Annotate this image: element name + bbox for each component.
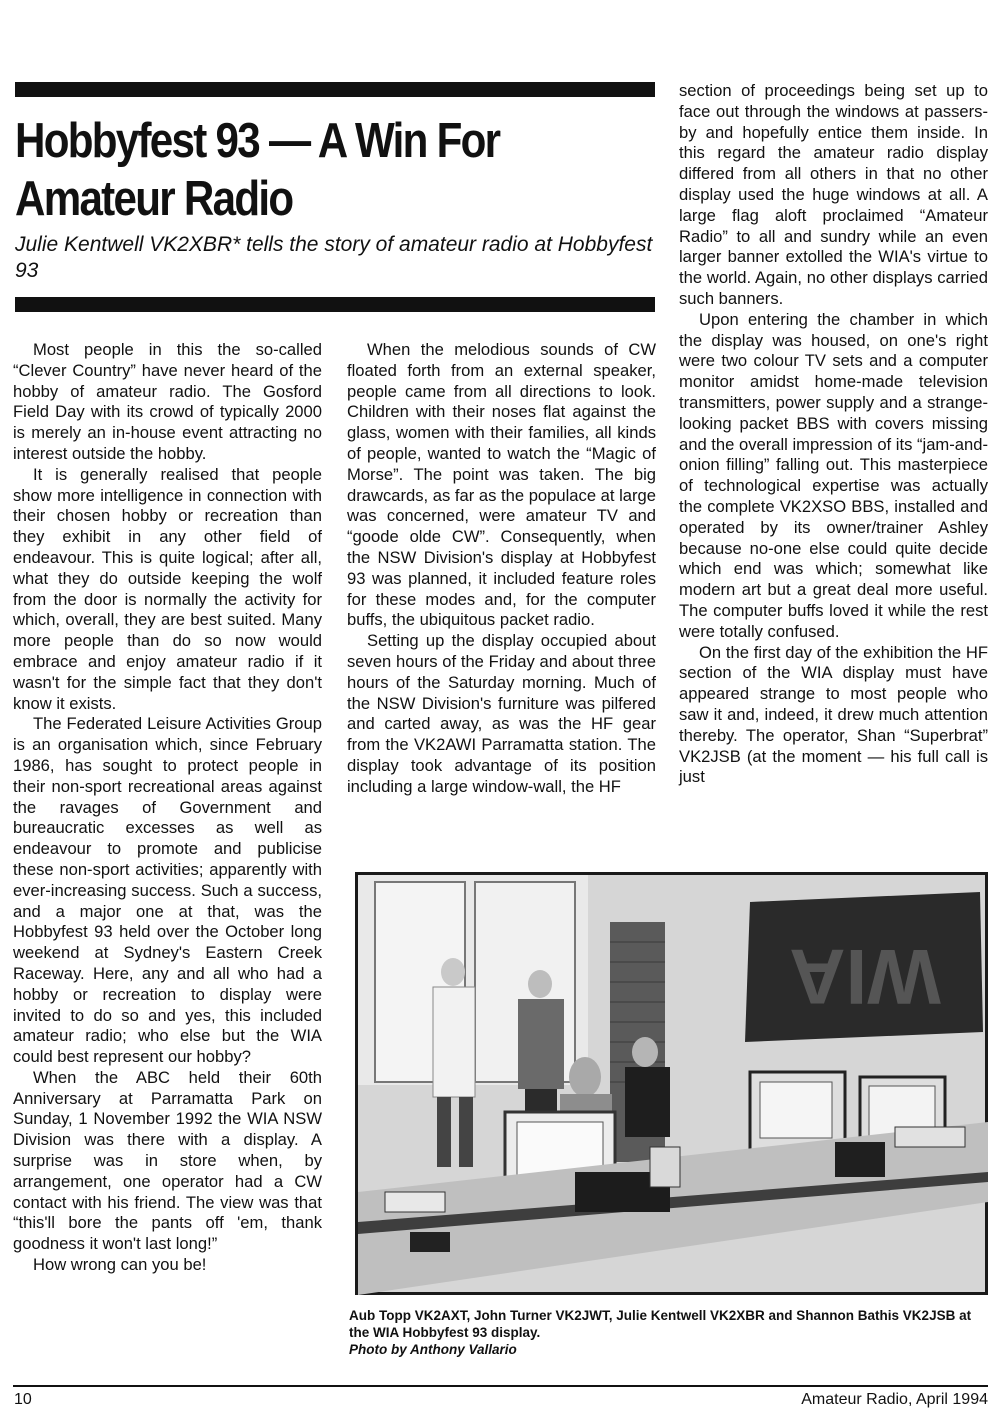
headline-rule-bottom bbox=[15, 297, 655, 312]
banner-text: WIA bbox=[789, 933, 941, 1021]
publication-footer: Amateur Radio, April 1994 bbox=[801, 1391, 988, 1408]
paragraph: When the melodious sounds of CW floated forth from an external speaker, people came from all directions to look. Children with their noses flat against the glass, women with their families, all kinds of people, wanted to watch the “Magic of Morse”. The point was taken. The big drawcards, as far as the populace at large was concerned, were amateur TV and “goode olde CW”. Consequently, when the NSW Division's display at Hobbyfest 93 was planned, it included feature roles for these modes and, for the computer buffs, the ubiquitous packet radio. bbox=[347, 340, 657, 630]
paragraph: How wrong can you be! bbox=[33, 1255, 207, 1275]
paragraph: The Federated Leisure Activities Group is an organisation which, since February 1986, has sought to protect people in their non-sport recreational areas against the ravages of Government and bureaucratic excesses as well as endeavour to promote and publicise these non-sport activities; apparently with ever-increasing success. Such a success, and a major one at that, was the Hobbyfest 93 held over the October long weekend at Sydney's Eastern Creek Raceway. Here, any and all who had a hobby or recreation to display were invited to do so and yes, this included amateur radio; who else but the WIA could best represent our hobby? bbox=[13, 714, 322, 1067]
paragraph: It is generally realised that people show more intelligence in connection with their chosen hobby or recreation than they exhibit in any other field of endeavour. This is quite logical; after all, what they do outside keeping the wolf from the door is normally the activity for which, overall, they are best suited. Many more people than do so now would embrace and enjoy amateur radio if it wasn't for the simple fact that they don't know it exists. bbox=[13, 464, 322, 713]
body-column-2 bbox=[347, 340, 656, 798]
footer-rule bbox=[13, 1385, 988, 1387]
article-deck: Julie Kentwell VK2XBR* tells the story of amateur radio at Hobbyfest 93 bbox=[15, 233, 653, 282]
exhibition-photo bbox=[355, 872, 988, 1295]
paragraph: section of proceedings being set up to face out through the windows at passers-by and hopefully entice them inside. In this regard the amateur radio display differed from all others in that no other display used the huge windows at all. A large flag aloft proclaimed “Amateur Radio” to all and sundry while an even larger banner extolled the WIA's virtue to the world. Again, no other displays carried such banners. bbox=[679, 81, 988, 308]
caption-text: Aub Topp VK2AXT, John Turner VK2JWT, Julie Kentwell VK2XBR and Shannon Bathis VK2JSB at the WIA Hobbyfest 93 display. bbox=[349, 1308, 972, 1340]
page-number: 10 bbox=[14, 1391, 32, 1408]
headline-rule-top bbox=[15, 82, 655, 97]
body-column-1 bbox=[13, 340, 322, 1276]
article-headline: Hobbyfest 93 — A Win For Amateur Radio bbox=[15, 114, 500, 226]
paragraph: Setting up the display occupied about seven hours of the Friday and about three hours of the Saturday morning. Much of the NSW Division's furniture was pilfered and carted away, as was the HF gear from the VK2AWI Parramatta station. The display took advantage of its position including a large window-wall, the HF bbox=[347, 631, 656, 796]
paragraph: On the first day of the exhibition the HF section of the WIA display must have appeared strange to most people who saw it and, indeed, it drew much attention thereby. The operator, Shan “Superbrat” VK2JSB (at the moment — his full call is just bbox=[679, 642, 988, 787]
paragraph: Most people in this the so-called “Clever Country” have never heard of the hobby of amateur radio. The Gosford Field Day with its crowd of typically 2000 is merely an in-house event attracting no interest outside the hobby. bbox=[13, 340, 322, 463]
photo-credit: Photo by Anthony Vallario bbox=[349, 1342, 517, 1357]
paragraph: Upon entering the chamber in which the display was housed, on one's right were two colour TV sets and a computer monitor amidst home-made television transmitters, power supply and a strange-looking packet BBS with covers missing and the overall impression of its “jam-and-onion filling” falling out. This masterpiece of technological expertise was actually the complete VK2XSO BBS, installed and operated by its owner/trainer Ashley because no-one else could quite decide which end was which; somewhat like modern art but a great deal more useful. The computer buffs loved it while the rest were totally confused. bbox=[679, 309, 988, 641]
body-column-3 bbox=[679, 81, 988, 788]
photo-caption bbox=[349, 1307, 989, 1358]
paragraph: When the ABC held their 60th Anniversary at Parramatta Park on Sunday, 1 November 1992 the WIA NSW Division was there with a display. A surprise was in store when, by arrangement, one operator had a CW contact with his friend. The view was that “this'll bore the pants off 'em, thank goodness it won't last long!” bbox=[13, 1067, 322, 1254]
